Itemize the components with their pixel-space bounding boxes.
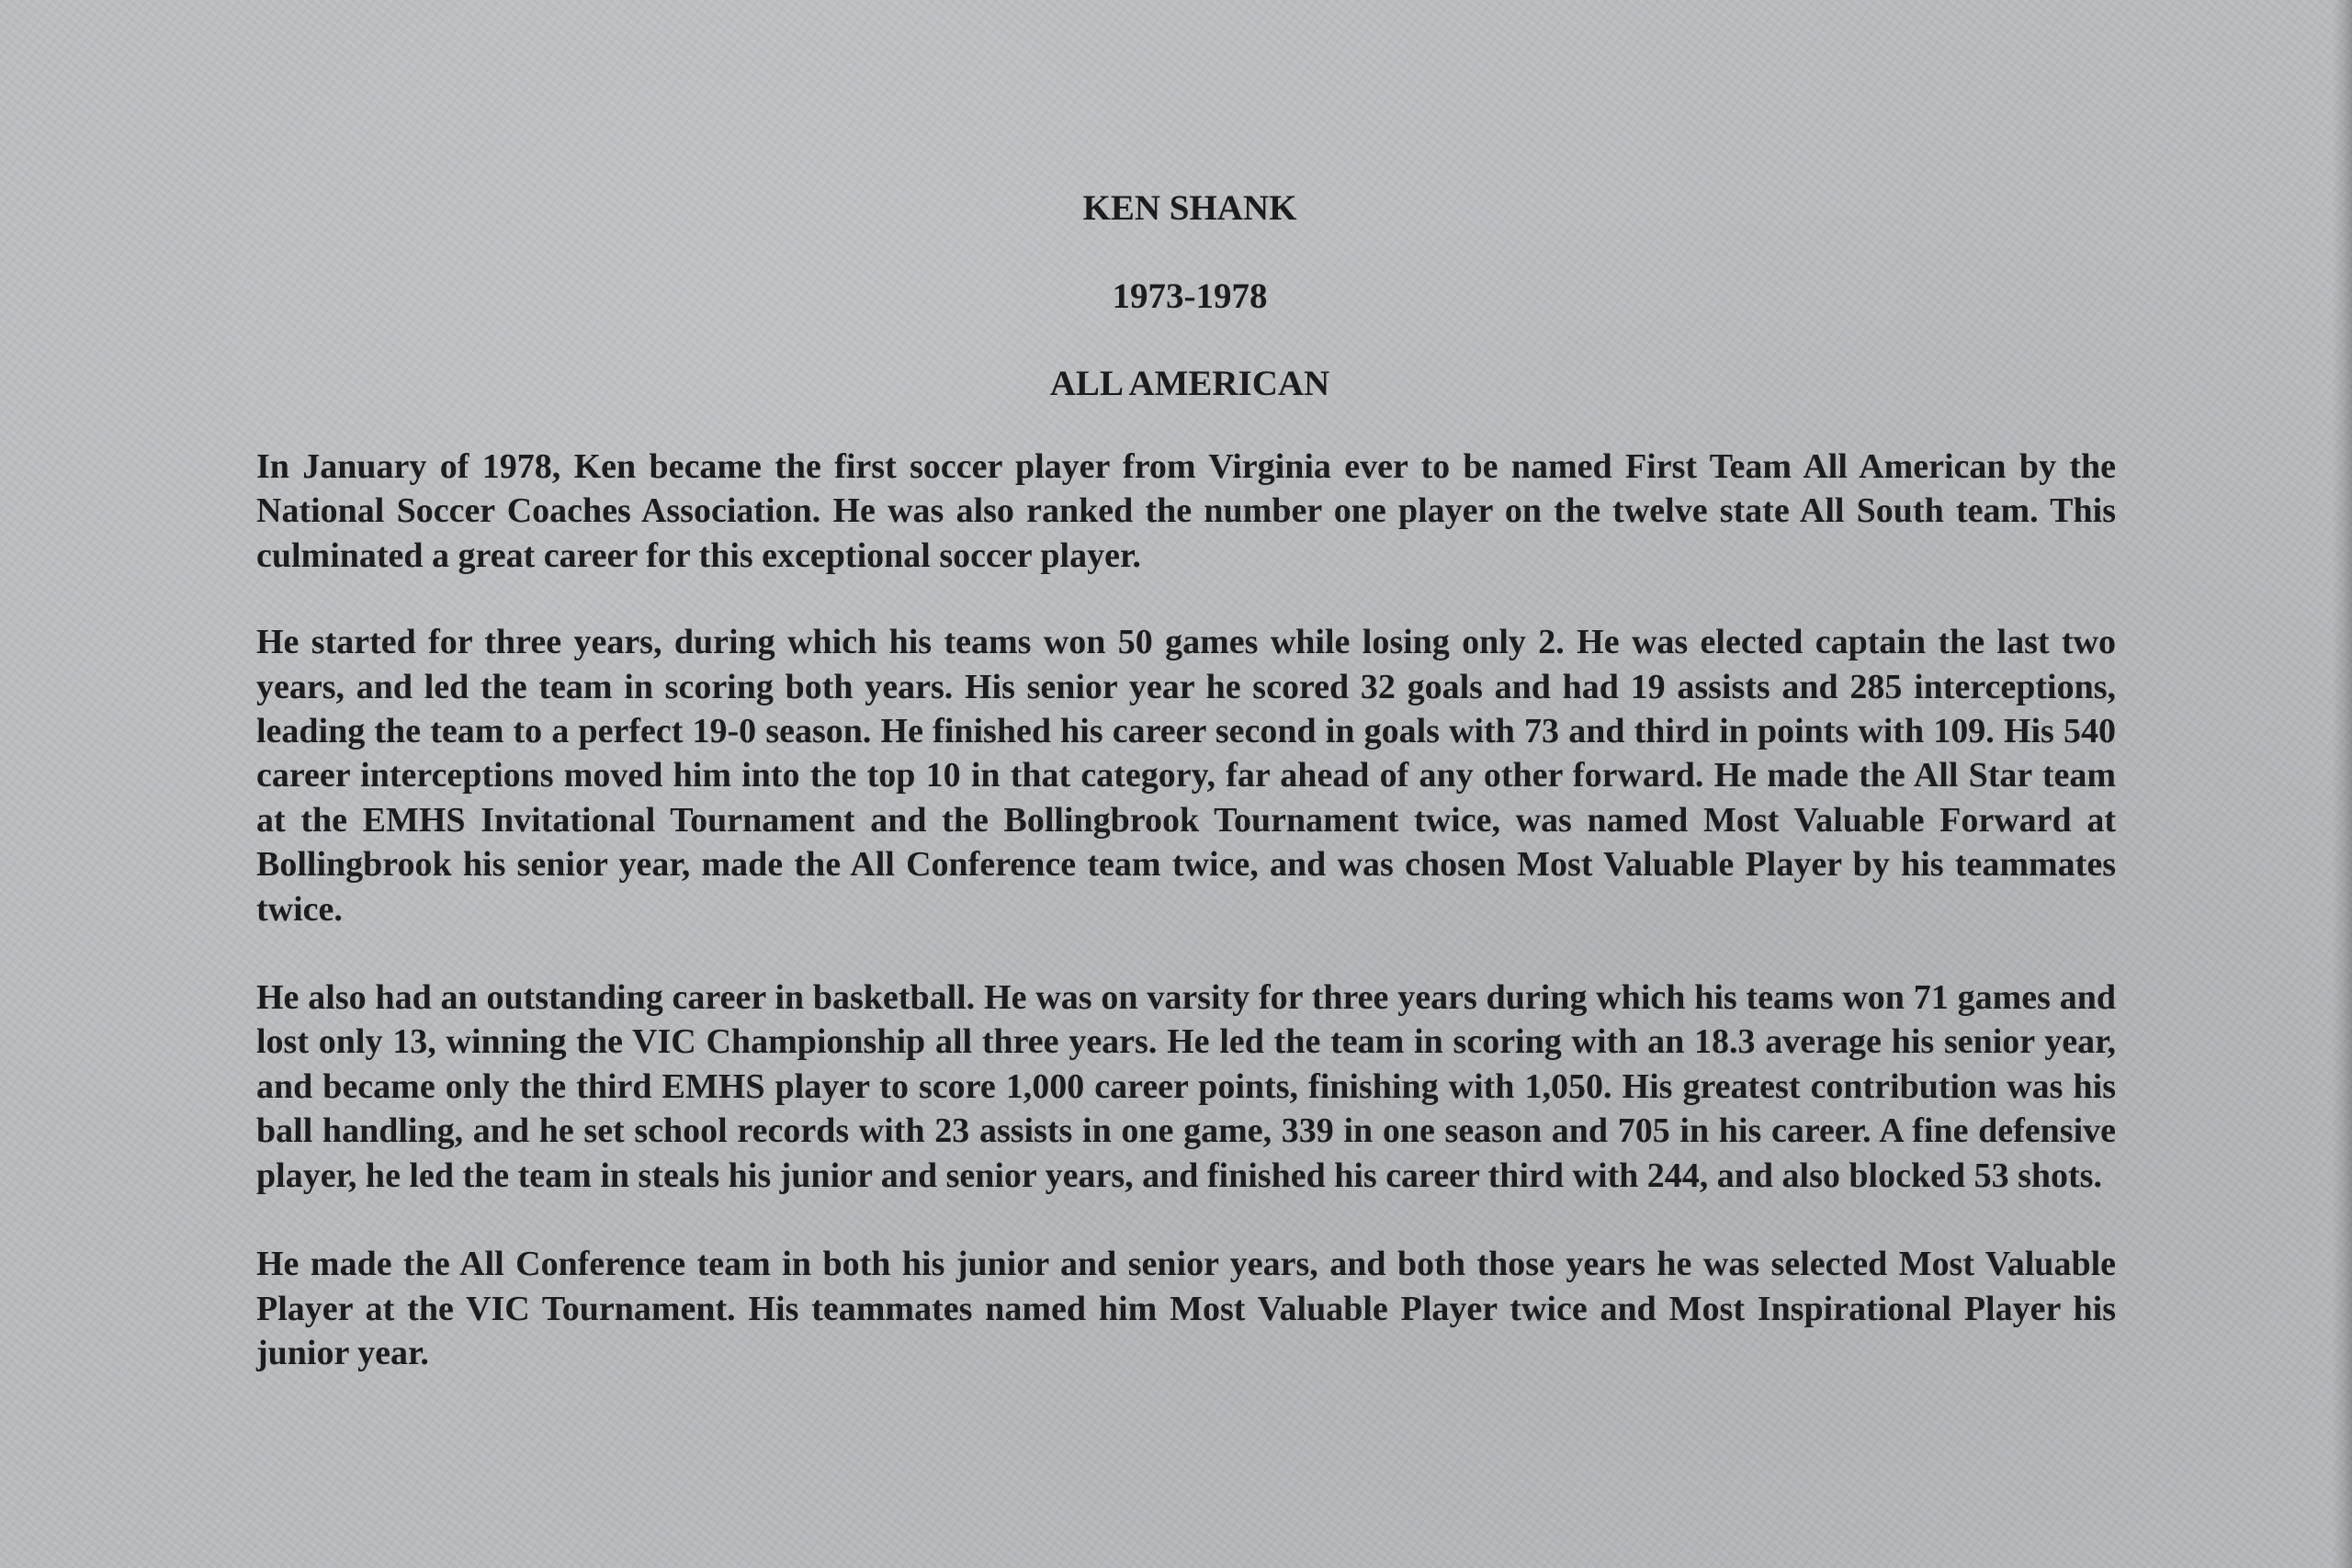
person-name: KEN SHANK (1082, 188, 1297, 228)
paragraph-basketball-career: He also had an outstanding career in basketball. He was on varsity for three years during which his teams won 71 games and lost only 13, winning the VIC Championship all three years. He led the team in scoring with an 18.3 average his senior year, and became only the third EMHS player to score 1,000 career points, finishing with 1,050. His greatest contribution was his ball handling, and he set school records with 23 assists in one game, 339 in one season and 705 in his career. A fine defensive player, he led the team in steals his junior and senior years, and finished his career third with 244, and also blocked 53 shots. (256, 978, 2116, 1195)
paragraph-soccer-career: He started for three years, during which his teams won 50 games while losing only 2. He was elected captain the last two years, and led the team in scoring both years. His senior year he scored 32 goals and had 19 assists and 285 interceptions, leading the team to a perfect 19-0 season. He finished his career second in goals with 73 and third in points with 109. His 540 career interceptions moved him into the top 10 in that category, far ahead of any other forward. He made the All Star team at the EMHS Invitational Tournament and the Bollingbrook Tournament twice, was named Most Valuable Forward at Bollingbrook his senior year, made the All Conference team twice, and was chosen Most Valuable Player by his teammates twice. (256, 623, 2116, 929)
paragraph-soccer-honors: In January of 1978, Ken became the first soccer player from Virginia ever to be named First Team All American by the National Soccer Coaches Association. He was also ranked the number one player on the twelve state All South team. This culminated a great career for this exceptional soccer player. (256, 447, 2116, 575)
biography-sheet (256, 179, 2116, 1375)
years-active: 1973-1978 (1112, 276, 1268, 316)
paper-edge-shadow (2332, 0, 2352, 1568)
honor-title: ALL AMERICAN (1049, 364, 1330, 403)
paragraph-basketball-honors: He made the All Conference team in both his junior and senior years, and both those years he was selected Most Valuable Player at the VIC Tournament. His teammates named him Most Valuable Player twice and Most Inspirational Player his junior year. (256, 1245, 2116, 1372)
